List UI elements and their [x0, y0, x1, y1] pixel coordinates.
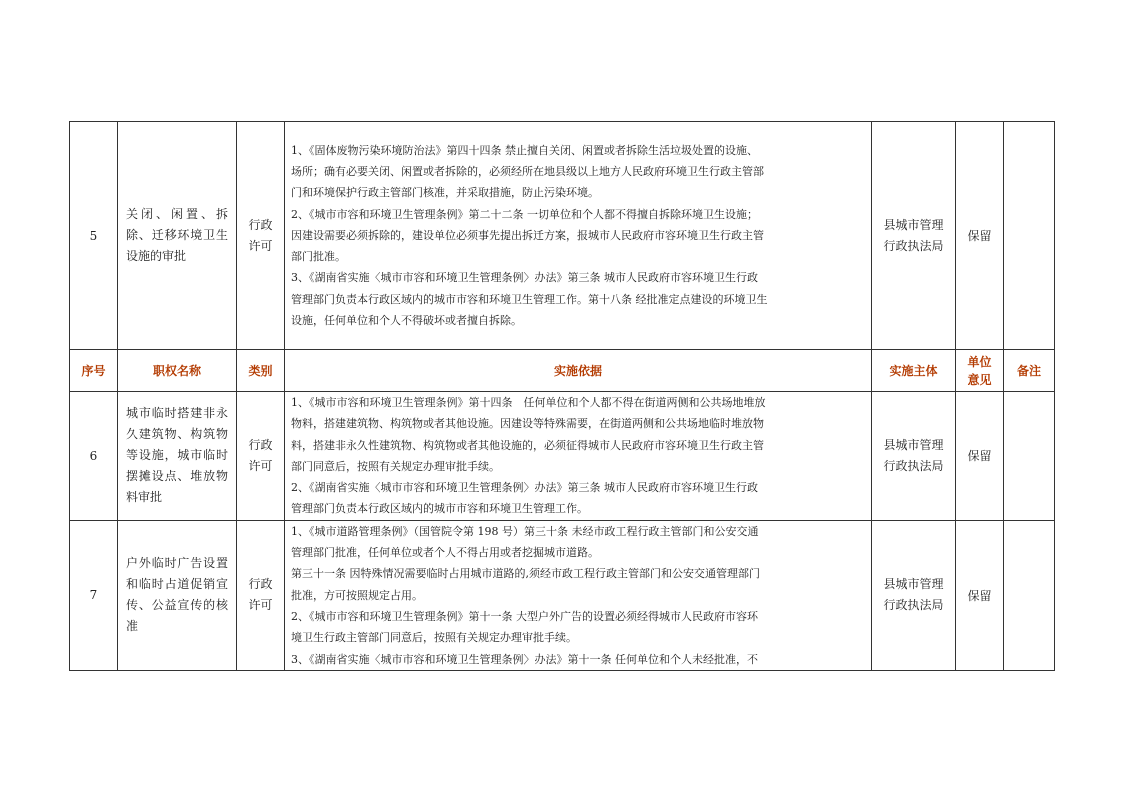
header-opinion-line1: 单位 — [967, 354, 992, 369]
table-row — [70, 520, 1055, 670]
remark — [1004, 122, 1055, 350]
basis-line: 1、《固体废物污染环境防治法》第四十四条 禁止擅自关闭、闲置或者拆除生活垃圾处置的设施、 — [291, 143, 758, 157]
basis-line: 2、《城市市容和环境卫生管理条例》第二十二条 一切单位和个人都不得擅自拆除环境卫生设施； — [291, 207, 758, 221]
subject-text: 县城市管理行政执法局 — [883, 437, 944, 473]
table-row — [70, 392, 1055, 521]
basis-line: 3、《湖南省实施〈城市市容和环境卫生管理条例〉办法》第三条 城市人民政府市容环境卫生行政 — [291, 271, 758, 285]
basis-line: 料，搭建非永久性建筑物、构筑物或者其他设施的，必须征得城市人民政府市容环境卫生行政主管 — [291, 438, 764, 452]
header-remark: 备注 — [1004, 350, 1055, 392]
legal-basis — [285, 520, 872, 670]
category-text: 行政许可 — [248, 577, 273, 613]
table-row — [70, 122, 1055, 350]
category — [237, 392, 285, 521]
category — [237, 122, 285, 350]
basis-line: 2、《湖南省实施〈城市市容和环境卫生管理条例〉办法》第三条 城市人民政府市容环境卫生行政 — [291, 481, 758, 495]
subject-text: 县城市管理行政执法局 — [883, 217, 944, 253]
basis-line: 设施，任何单位和个人不得破坏或者擅自拆除。 — [291, 314, 522, 328]
category — [237, 520, 285, 670]
remark — [1004, 520, 1055, 670]
unit-opinion: 保留 — [956, 520, 1004, 670]
authority-name: 关闭、闲置、拆除、迁移环境卫生设施的审批 — [118, 122, 237, 350]
row-number: 5 — [70, 122, 118, 350]
basis-line: 因建设需要必须拆除的，建设单位必须事先提出拆迁方案，报城市人民政府市容环境卫生行政主管 — [291, 228, 764, 242]
category-text: 行政许可 — [248, 217, 273, 253]
header-subject: 实施主体 — [872, 350, 956, 392]
basis-line: 部门同意后，按照有关规定办理审批手续。 — [291, 459, 500, 473]
header-name: 职权名称 — [118, 350, 237, 392]
header-num: 序号 — [70, 350, 118, 392]
basis-line: 场所；确有必要关闭、闲置或者拆除的，必须经所在地县级以上地方人民政府环境卫生行政主管部 — [291, 164, 764, 178]
header-category: 类别 — [237, 350, 285, 392]
basis-line: 部门批准。 — [291, 250, 346, 264]
authority-name: 户外临时广告设置和临时占道促销宣传、公益宣传的核准 — [118, 520, 237, 670]
unit-opinion: 保留 — [956, 122, 1004, 350]
basis-line: 管理部门批准，任何单位或者个人不得占用或者挖掘城市道路。 — [291, 546, 599, 560]
subject-text: 县城市管理行政执法局 — [883, 577, 944, 613]
legal-basis — [285, 392, 872, 521]
basis-line: 2、《城市市容和环境卫生管理条例》第十一条 大型户外广告的设置必须经得城市人民政府市容环 — [291, 609, 758, 623]
basis-line: 3、《湖南省实施〈城市市容和环境卫生管理条例〉办法》第十一条 任何单位和个人未经批准，不 — [291, 652, 758, 666]
row-number: 6 — [70, 392, 118, 521]
remark — [1004, 392, 1055, 521]
implementing-subject — [872, 122, 956, 350]
header-opinion — [956, 350, 1004, 392]
authority-name: 城市临时搭建非永久建筑物、构筑物等设施，城市临时摆摊设点、堆放物料审批 — [118, 392, 237, 521]
authority-table — [69, 121, 1055, 671]
basis-line: 1、《城市道路管理条例》（国管院令第 198 号）第三十条 未经市政工程行政主管部门和公安交通 — [291, 524, 759, 538]
basis-line: 物料，搭建建筑物、构筑物或者其他设施。因建设等特殊需要，在街道两侧和公共场地临时堆放物 — [291, 417, 764, 431]
header-opinion-line2: 意见 — [967, 372, 992, 387]
basis-line: 管理部门负责本行政区域内的城市市容和环境卫生管理工作。 — [291, 502, 588, 516]
legal-basis — [285, 122, 872, 350]
implementing-subject — [872, 392, 956, 521]
basis-line: 门和环境保护行政主管部门核准，并采取措施，防止污染环境。 — [291, 186, 599, 200]
row-number: 7 — [70, 520, 118, 670]
basis-line: 第三十一条 因特殊情况需要临时占用城市道路的,须经市政工程行政主管部门和公安交通管理部门 — [291, 567, 760, 581]
basis-line: 批准，方可按照规定占用。 — [291, 588, 423, 602]
basis-line: 管理部门负责本行政区域内的城市市容和环境卫生管理工作。第十八条 经批准定点建设的环境卫生 — [291, 292, 768, 306]
unit-opinion: 保留 — [956, 392, 1004, 521]
basis-line: 1、《城市市容和环境卫生管理条例》第十四条 任何单位和个人都不得在街道两侧和公共场地堆放 — [291, 396, 766, 409]
header-basis: 实施依据 — [285, 350, 872, 392]
basis-line: 境卫生行政主管部门同意后，按照有关规定办理审批手续。 — [291, 631, 577, 645]
implementing-subject — [872, 520, 956, 670]
category-text: 行政许可 — [248, 437, 273, 473]
table-header — [70, 350, 1055, 392]
